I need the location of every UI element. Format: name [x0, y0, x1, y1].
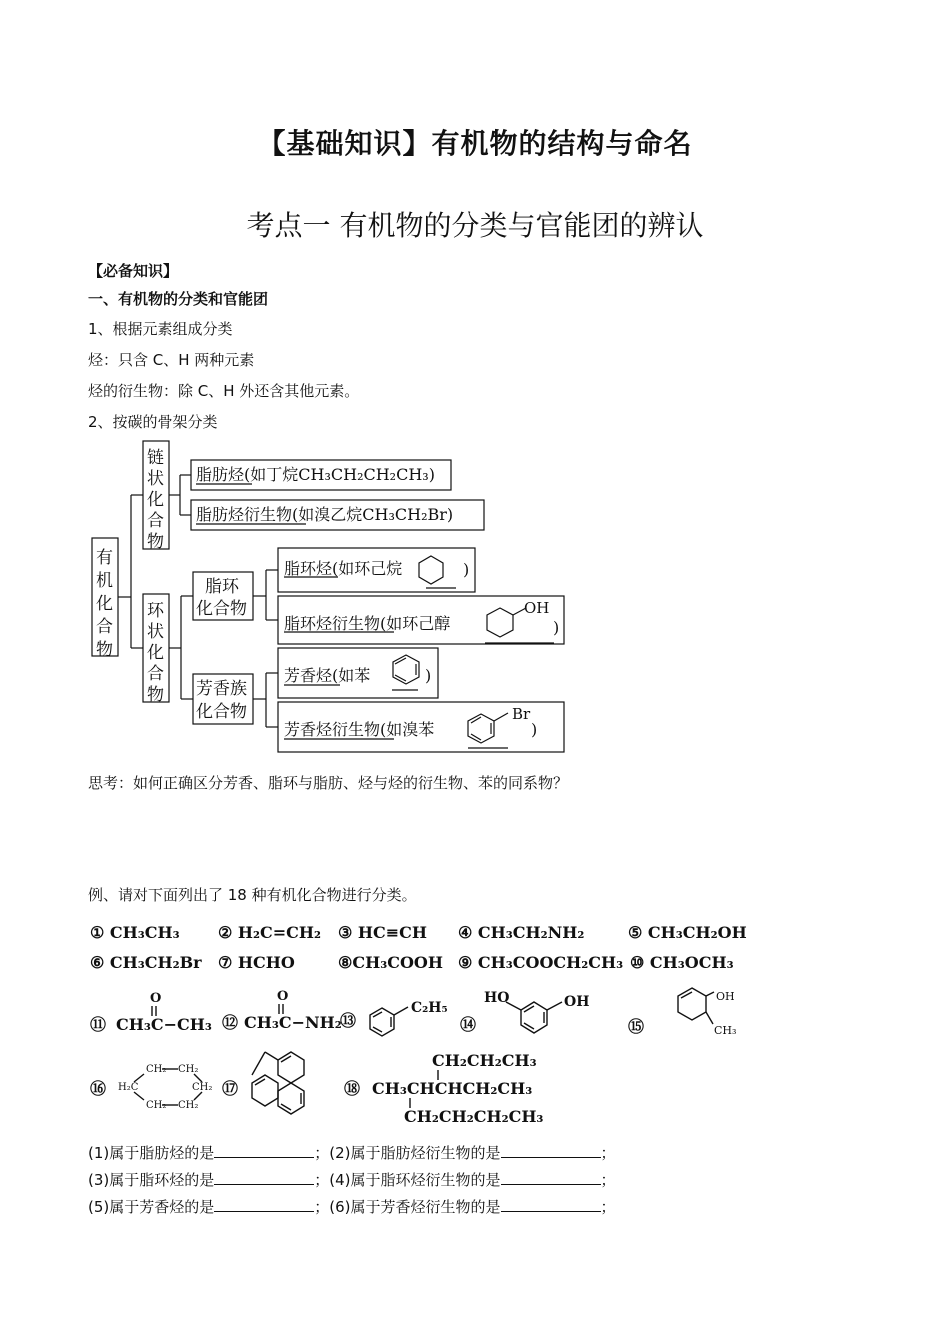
leaf2-name: 脂肪烃衍生物 — [196, 505, 293, 524]
paragraph-element-composition: 1、根据元素组成分类 — [88, 320, 233, 338]
leaf6-name: 芳香烃衍生物 — [284, 720, 381, 739]
question-row-2 — [88, 1169, 616, 1190]
compound-16-number: ⑯ — [90, 1079, 107, 1098]
compound-4: ④ CH₃CH₂NH₂ — [458, 923, 585, 942]
compound-18-number: ⑱ — [344, 1079, 361, 1098]
compound-3: ③ HC≡CH — [338, 923, 428, 942]
leaf4-rest: (如环己醇 — [380, 614, 451, 633]
question-4-label: (4)属于脂环烃衍生物的是 — [329, 1171, 501, 1189]
question-5-answer[interactable] — [214, 1198, 314, 1212]
cyclic-label: 环状化合物 — [147, 601, 164, 705]
alicyclic-label-1: 脂环 — [205, 577, 239, 597]
classification-tree-diagram — [88, 438, 578, 758]
question-2-separator: ； — [600, 1144, 616, 1162]
compound-7: ⑦ HCHO — [218, 953, 295, 972]
alicyclic-label-2: 化合物 — [196, 599, 247, 619]
question-6-answer[interactable] — [501, 1198, 601, 1212]
leaf4-close: ) — [553, 618, 560, 637]
compound-16-atom-2: CH₂ — [178, 1064, 199, 1075]
leaf2-rest: (如溴乙烷CH₃CH₂Br) — [292, 505, 454, 524]
question-5-separator: ； — [314, 1198, 330, 1216]
aromatic-label-1: 芳香族 — [196, 679, 247, 699]
leaf3-text — [284, 559, 402, 578]
leaf6-close: ) — [531, 720, 538, 739]
compound-17-number: ⑰ — [222, 1079, 239, 1098]
bromobenzene-ring — [468, 714, 494, 743]
compound-14-ho: HO — [484, 990, 510, 1006]
question-3-separator: ； — [314, 1171, 330, 1189]
compound-14-number: ⑭ — [460, 1015, 477, 1034]
compound-12-oxygen: O — [277, 989, 289, 1004]
compound-16-atom-5: CH₂ — [146, 1100, 167, 1111]
compound-15-ch3: CH₃ — [714, 1024, 737, 1037]
question-row-3 — [88, 1196, 616, 1217]
question-5-label: (5)属于芳香烃的是 — [88, 1198, 215, 1216]
compound-14-oh: OH — [564, 994, 590, 1010]
benzene-ring — [393, 655, 419, 684]
compound-11-number: ⑪ — [90, 1015, 107, 1034]
compound-1: ① CH₃CH₃ — [90, 923, 180, 942]
question-1-separator: ； — [314, 1144, 330, 1162]
question-4-answer[interactable] — [501, 1171, 601, 1185]
paragraph-hydrocarbon: 烃：只含 C、H 两种元素 — [88, 351, 255, 369]
heading-classification: 一、有机物的分类和官能团 — [88, 290, 269, 308]
leaf6-rest: (如溴苯 — [380, 720, 435, 739]
compound-12-number: ⑫ — [222, 1013, 239, 1032]
page-title: 【基础知识】有机物的结构与命名 — [257, 127, 693, 160]
compound-9: ⑨ CH₃COOCH₂CH₃ — [458, 953, 624, 972]
example-prompt: 例、请对下面列出了 18 种有机化合物进行分类。 — [88, 886, 417, 904]
section-tag: 【必备知识】 — [88, 262, 179, 280]
compound-15-ring — [678, 988, 706, 1020]
compound-15-number: ⑮ — [628, 1017, 645, 1036]
compound-13-number: ⑬ — [340, 1011, 357, 1030]
leaf5-rest: (如苯 — [332, 666, 371, 685]
question-2-answer[interactable] — [501, 1144, 601, 1158]
leaf5-text — [284, 666, 370, 685]
compound-17-phenalene — [252, 1052, 304, 1114]
compound-16-atom-4: CH₂ — [192, 1082, 213, 1093]
leaf3-rest: (如环己烷 — [332, 559, 403, 578]
compound-18-bottom: CH₂CH₂CH₂CH₃ — [404, 1107, 544, 1126]
aromatic-label-2: 化合物 — [196, 702, 247, 722]
question-row-1 — [88, 1142, 616, 1163]
leaf2-text — [196, 505, 453, 524]
compound-6: ⑥ CH₃CH₂Br — [90, 953, 202, 972]
think-question: 思考：如何正确区分芳香、脂环与脂肪、烃与烃的衍生物、苯的同系物？ — [88, 774, 569, 792]
leaf5-name: 芳香烃 — [284, 666, 333, 685]
question-6-label: (6)属于芳香烃衍生物的是 — [329, 1198, 501, 1216]
compound-list — [86, 912, 766, 1134]
cyclohexane-ring — [419, 556, 443, 584]
leaf3-close: ) — [463, 560, 470, 579]
leaf1-text — [196, 465, 435, 484]
compound-13-ethyl: C₂H₅ — [411, 1000, 448, 1016]
compound-16-atom-3: H₂C — [118, 1082, 139, 1093]
leaf1-rest: (如丁烷CH₃CH₂CH₂CH₃) — [244, 465, 435, 484]
compound-18-middle: CH₃CHCHCH₂CH₃ — [372, 1079, 533, 1098]
compound-2: ② H₂C=CH₂ — [218, 923, 322, 942]
leaf1-name: 脂肪烃 — [196, 465, 245, 484]
leaf4-text — [284, 614, 450, 633]
compound-8: ⑧CH₃COOH — [338, 953, 443, 972]
compound-5: ⑤ CH₃CH₂OH — [628, 923, 747, 942]
question-6-separator: ； — [600, 1198, 616, 1216]
question-3-label: (3)属于脂环烃的是 — [88, 1171, 215, 1189]
compound-12-formula: CH₃C−NH₂ — [244, 1013, 342, 1032]
compound-11-oxygen: O — [150, 991, 162, 1006]
question-1-answer[interactable] — [214, 1144, 314, 1158]
cyclohexanol-ring — [487, 608, 513, 637]
paragraph-derivative: 烃的衍生物：除 C、H 外还含其他元素。 — [88, 382, 360, 400]
compound-11-formula: CH₃C−CH₃ — [116, 1015, 212, 1034]
question-1-label: (1)属于脂肪烃的是 — [88, 1144, 215, 1162]
leaf4-name: 脂环烃衍生物 — [284, 614, 381, 633]
leaf6-text — [284, 720, 434, 739]
root-label: 有机化合物 — [96, 548, 113, 660]
compound-16-atom-6: CH₂ — [178, 1100, 199, 1111]
compound-10: ⑩ CH₃OCH₃ — [630, 953, 734, 972]
leaf3-name: 脂环烃 — [284, 559, 333, 578]
bromobenzene-br: Br — [512, 705, 531, 723]
question-4-separator: ； — [600, 1171, 616, 1189]
question-2-label: (2)属于脂肪烃衍生物的是 — [329, 1144, 501, 1162]
compound-18-top: CH₂CH₂CH₃ — [432, 1051, 537, 1070]
cyclohexanol-oh: OH — [524, 599, 550, 617]
chain-label: 链状化合物 — [147, 448, 164, 552]
compound-16-atom-1: CH₂ — [146, 1064, 167, 1075]
compound-15-oh: OH — [716, 990, 735, 1003]
leaf5-close: ) — [425, 666, 432, 685]
section-subtitle: 考点一 有机物的分类与官能团的辨认 — [246, 209, 704, 242]
question-3-answer[interactable] — [214, 1171, 314, 1185]
paragraph-carbon-skeleton: 2、按碳的骨架分类 — [88, 413, 218, 431]
